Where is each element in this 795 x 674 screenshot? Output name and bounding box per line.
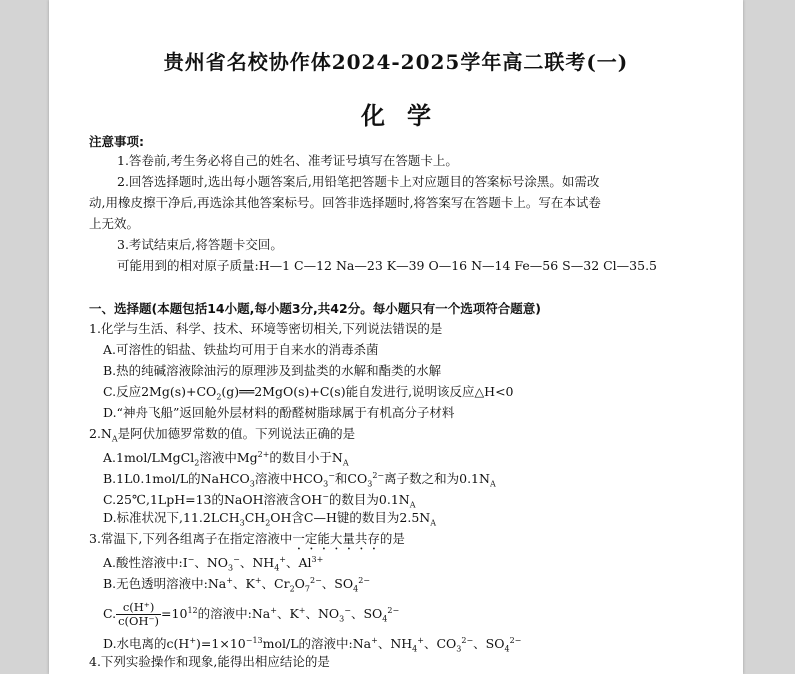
notice-line: 上无效。: [89, 216, 140, 231]
question-2-option-d: D.标准状况下$,11.2LCH_3CH_2OH$含C—H键的数目为$2.5N_A$: [103, 510, 436, 528]
section-heading: 一、选择题(本题包括14小题,每小题3分,共42分。每小题只有一个选项符合题意): [89, 301, 541, 316]
question-3-option-c: C. $\frac{c(H^+)}{c(OH^-)}$ $=10^{12}$的溶液中:Na+、K+、$NO_3^-$、$SO_4^{2-}$: [103, 600, 400, 629]
emphasis-text: 一定能大量共存: [292, 531, 380, 546]
question-2-stem: $2.N_A$是阿伏加德罗常数的值。下列说法正确的是: [89, 426, 356, 444]
atomic-mass-line: 可能用到的相对原子质量:H—1 C—12 Na—23 K—39 O—16 N—14 Fe—56 S—32 Cl—35.5: [117, 258, 658, 273]
question-2-option-a: A.1mol/LMgCl$_2$溶液中$Mg^{2+}$的数目小于$N_A$: [103, 450, 349, 468]
fraction: $\frac{c(H^+)}{c(OH^-)}$: [118, 600, 160, 629]
question-1-option-d: D.“神舟飞船”返回舱外层材料的酚醛树脂球属于有机高分子材料: [103, 405, 455, 420]
question-2-option-c: C.25℃,1LpH=13的NaOH溶液含OH−的数目为$0.1N_A$: [103, 492, 416, 510]
notice-line: 2.回答选择题时,选出每小题答案后,用铅笔把答题卡上对应题目的答案标号涂黑。如需改: [117, 174, 600, 189]
question-1-option-b: B.热的纯碱溶液除油污的原理涉及到盐类的水解和酯类的水解: [103, 363, 442, 378]
subject-title: 化学: [361, 101, 453, 130]
question-3-option-b: B.无色透明溶液中:Na+、K+、$Cr_2O_7^{2-}$、$SO_4^{2-}$: [103, 576, 370, 594]
question-3-stem: 3.常温下,下列各组离子在指定溶液中一定能大量共存的是: [89, 531, 405, 546]
question-2-option-b: B.1L0.1mol/L的NaHCO$_3$溶液中$HCO_3^-$和$CO_3^{2-}$离子数之和为$0.1N_A$: [103, 471, 496, 489]
notice-line: 3.考试结束后,将答题卡交回。: [117, 237, 283, 252]
question-3-option-d: D.水电离的$c(H^+)=1\times 10^{-13}mol/L$的溶液中:Na+、$NH_4^+$、$CO_3^{2-}$、$SO_4^{2-}$: [103, 636, 522, 654]
notice-line: 1.答卷前,考生务必将自己的姓名、准考证号填写在答题卡上。: [117, 153, 458, 168]
question-1-stem: 1.化学与生活、科学、技术、环境等密切相关,下列说法错误的是: [89, 321, 443, 336]
question-1-option-a: A.可溶性的铝盐、铁盐均可用于自来水的消毒杀菌: [103, 342, 379, 357]
notice-line: 动,用橡皮擦干净后,再选涂其他答案标号。回答非选择题时,将答案写在答题卡上。写在本试卷: [89, 195, 601, 210]
question-4-stem: 4.下列实验操作和现象,能得出相应结论的是: [89, 654, 330, 669]
question-1-option-c: C.反应$2Mg(s)+CO_2(g)══2MgO(s)+C(s)$能自发进行,说明该反应△H<0: [103, 384, 514, 402]
notice-heading: 注意事项:: [89, 134, 144, 149]
question-3-option-a: A.酸性溶液中:I−、$NO_3^-$、$NH_4^+$、$Al^{3+}$: [103, 555, 324, 573]
page-title: 贵州省名校协作体2024-2025学年高二联考(一): [163, 50, 629, 74]
document-page: [49, 0, 743, 674]
